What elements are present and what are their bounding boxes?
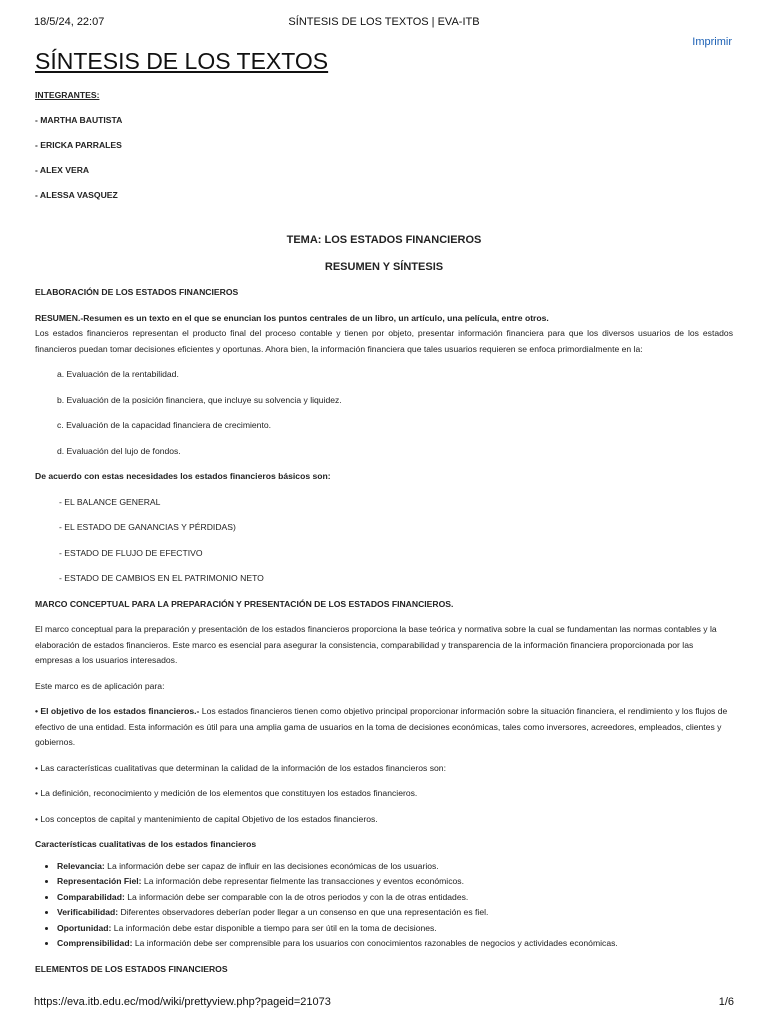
evaluation-item: b. Evaluación de la posición financiera, que incluye su solvencia y liquidez. [57, 394, 342, 405]
list-item [57, 859, 733, 875]
list-item-desc: La información debe ser capaz de influir en las decisiones económicas de los usuarios. [104, 860, 439, 871]
page-title: SÍNTESIS DE LOS TEXTOS [35, 48, 329, 74]
document-body [35, 46, 733, 987]
list-item-desc: La información debe ser comprensible para los usuarios con conocimientos razonables de negocios y actividades económicas. [132, 938, 618, 948]
evaluation-item: d. Evaluación del lujo de fondos. [57, 445, 181, 456]
page-number: 1/6 [718, 996, 734, 1008]
list-item-term: Verificabilidad: [57, 907, 119, 917]
list-item-term: Oportunidad: [57, 922, 112, 933]
print-datetime: 18/5/24, 22:07 [34, 16, 105, 28]
footer-url: https://eva.itb.edu.ec/mod/wiki/prettyview.php?pageid=21073 [34, 996, 331, 1008]
list-item-desc: La información debe estar disponible a tiempo para ser útil en la toma de decisiones. [111, 922, 437, 933]
section-heading: Características cualitativas de los estados financieros [35, 839, 257, 849]
print-footer [34, 996, 734, 1008]
member-item: - ALEX VERA [35, 164, 90, 175]
evaluation-item: a. Evaluación de la rentabilidad. [57, 369, 179, 379]
member-item: - MARTHA BAUTISTA [35, 114, 123, 125]
tema-heading: TEMA: LOS ESTADOS FINANCIEROS [286, 234, 482, 246]
list-item-term: Representación Fiel: [57, 876, 142, 886]
member-item: - ERICKA PARRALES [35, 139, 122, 150]
evaluation-item: c. Evaluación de la capacidad financiera de crecimiento. [57, 420, 272, 430]
caracteristicas-list [35, 859, 733, 952]
list-item-desc: La información debe representar fielmente las transacciones y eventos económicos. [141, 876, 464, 886]
list-item-desc: Diferentes observadores deberían poder llegar a un consenso en que una representación es fiel. [118, 907, 489, 917]
list-item-term: Comprensibilidad: [57, 938, 133, 948]
list-item-desc: La información debe ser comparable con la de otros periodos y con la de otras entidades. [124, 891, 469, 902]
paragraph: Los estados financieros representan el producto final del proceso contable y tienen por objeto, presentar información financiera para que los diversos usuarios de los estados financieros puedan tomar decisiones eficientes y oportunas. Ahora bien, la información financiera que tales usuarios requieren se enfoca primordialmente en la: [35, 328, 733, 354]
list-item [57, 905, 733, 921]
member-item: - ALESSA VASQUEZ [35, 189, 118, 200]
statement-item: - ESTADO DE FLUJO DE EFECTIVO [59, 547, 203, 558]
aplicacion-item: • Los conceptos de capital y mantenimiento de capital Objetivo de los estados financieros. [35, 813, 378, 824]
list-item [57, 890, 733, 906]
print-page-title: SÍNTESIS DE LOS TEXTOS | EVA-ITB [288, 16, 480, 28]
resumen-heading: RESUMEN Y SÍNTESIS [324, 260, 444, 273]
paragraph: Este marco es de aplicación para: [35, 680, 165, 691]
integrantes-label: INTEGRANTES: [35, 90, 100, 100]
print-link[interactable]: Imprimir [692, 36, 732, 48]
aplicacion-item: • La definición, reconocimiento y medición de los elementos que constituyen los estados financieros. [35, 788, 418, 798]
basic-statements-intro: De acuerdo con estas necesidades los estados financieros básicos son: [35, 471, 331, 481]
paragraph: El marco conceptual para la preparación y presentación de los estados financieros proporciona la base teórica y normativa sobre la cual se fundamentan las normas contables y la elaboración de estados financieros. Este marco es esencial para asegurar la consistencia, comparabilidad y transparencia de la información financiera proporcionada por las empresas a los usuarios interesados. [35, 624, 717, 665]
list-item [57, 936, 733, 952]
objetivo-text: Los estados financieros tienen como objetivo principal proporcionar información sobre la situación financiera, el rendimiento y los flujos de efectivo de una entidad. Esta información es útil para una amplia gama de usuarios en la toma de decisiones económicas, tales como inversores, acreedores, empleados, clientes y gobiernos. [35, 706, 728, 747]
section-heading: ELABORACIÓN DE LOS ESTADOS FINANCIEROS [35, 287, 239, 297]
list-item [57, 921, 733, 937]
objetivo-label: • El objetivo de los estados financieros.- [35, 706, 200, 716]
statement-item: - EL ESTADO DE GANANCIAS Y PÉRDIDAS) [59, 522, 236, 532]
section-heading: MARCO CONCEPTUAL PARA LA PREPARACIÓN Y PRESENTACIÓN DE LOS ESTADOS FINANCIEROS. [35, 598, 454, 609]
section-heading: ELEMENTOS DE LOS ESTADOS FINANCIEROS [35, 963, 228, 974]
list-item-term: Relevancia: [57, 860, 105, 871]
objetivo-paragraph [35, 704, 733, 751]
list-item-term: Comparabilidad: [57, 891, 125, 902]
statement-item: - ESTADO DE CAMBIOS EN EL PATRIMONIO NETO [59, 573, 264, 583]
statement-item: - EL BALANCE GENERAL [59, 496, 161, 507]
resumen-definition: RESUMEN.-Resumen es un texto en el que se enuncian los puntos centrales de un libro, un artículo, una película, entre otros. [35, 312, 549, 323]
list-item [57, 874, 733, 890]
aplicacion-item: • Las características cualitativas que determinan la calidad de la información de los estados financieros son: [35, 762, 446, 773]
